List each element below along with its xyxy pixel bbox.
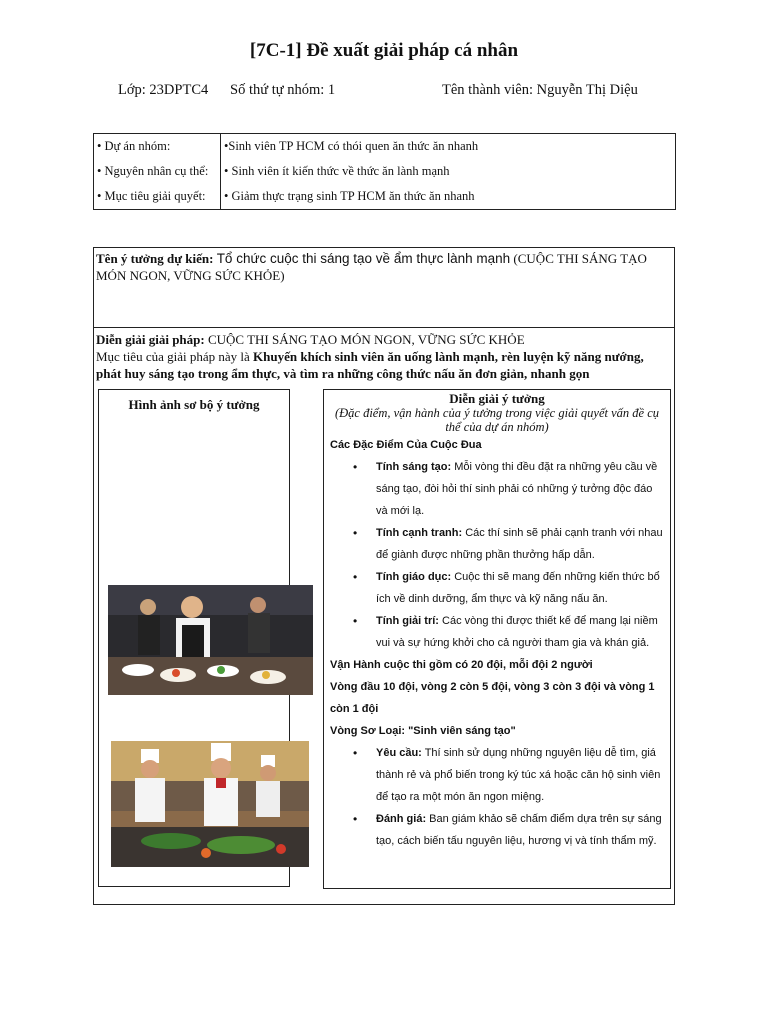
explain-section [96, 331, 672, 382]
info-value: •Sinh viên TP HCM có thói quen ăn thức ăn nhanh [221, 134, 676, 160]
features-list [330, 456, 664, 654]
explanation-column [323, 389, 671, 889]
explain-label: Diễn giải giải pháp: [96, 332, 205, 347]
goal-text: Khuyến khích sinh viên ăn uống lành mạnh, rèn luyện kỹ năng nướng, phát huy sáng tạo trong ẩm thực, và tìm ra những công thức nấu ăn đơn giản, nhanh gọn [96, 349, 644, 381]
table-row [94, 159, 676, 184]
info-key: • Nguyên nhân cụ thể: [94, 159, 221, 184]
photo-chef-plating [108, 585, 313, 695]
explain-name: CUỘC THI SÁNG TẠO MÓN NGON, VỮNG SỨC KHỎE [204, 332, 525, 347]
image-column [98, 389, 290, 887]
info-key: • Dự án nhóm: [94, 134, 221, 160]
list-item: • Tính giải trí: Các vòng thi được thiết kế để mang lại niềm vui và sự hứng khởi cho cả người tham gia và khán giả. [376, 610, 664, 654]
page-title: [7C-1] Đề xuất giải pháp cá nhân [249, 40, 519, 61]
solution-box [93, 247, 675, 905]
list-item: • Tính giáo dục: Cuộc thi sẽ mang đến những kiến thức bổ ích về dinh dưỡng, ẩm thực và kỹ năng nấu ăn. [376, 566, 664, 610]
photo-chefs-cooking [111, 741, 309, 867]
info-value: • Giảm thực trạng sinh TP HCM ăn thức ăn nhanh [221, 184, 676, 210]
image-column-heading: Hình ảnh sơ bộ ý tưởng [128, 397, 260, 412]
list-item: • Tính sáng tạo: Mỗi vòng thi đều đặt ra những yêu cầu về sáng tạo, đòi hỏi thí sinh phải có những ý tưởng độc đáo và mới lạ. [376, 456, 664, 522]
list-item: • Tính cạnh tranh: Các thí sinh sẽ phải cạnh tranh với nhau để giành được những phần thưởng hấp dẫn. [376, 522, 664, 566]
list-item: • Đánh giá: Ban giám khảo sẽ chấm điểm dựa trên sự sáng tạo, cách biến tấu nguyên liệu, hương vị và tính thẩm mỹ. [376, 808, 664, 852]
table-row [94, 184, 676, 210]
round-list [330, 742, 664, 852]
group-label: Số thứ tự nhóm: 1 [230, 82, 336, 98]
info-value: • Sinh viên ít kiến thức về thức ăn lành mạnh [221, 159, 676, 184]
operation-line: Vận Hành cuộc thi gồm có 20 đội, mỗi đội 2 người [330, 659, 593, 671]
project-info-table [93, 133, 676, 210]
explanation-heading: Diễn giải ý tưởng [449, 391, 545, 406]
round-title: Vòng Sơ Loại: "Sinh viên sáng tạo" [330, 725, 516, 737]
idea-section [96, 250, 670, 284]
class-label: Lớp: 23DPTC4 [118, 82, 209, 98]
features-title: Các Đặc Điểm Của Cuộc Đua [330, 439, 482, 451]
explanation-subheading: (Đặc điểm, vận hành của ý tưởng trong việc giải quyết vấn đề cụ thể của dự án nhóm) [334, 406, 660, 434]
member-label: Tên thành viên: Nguyễn Thị Diệu [442, 82, 638, 98]
operation-line: Vòng đầu 10 đội, vòng 2 còn 5 đội, vòng 3 còn 3 đội và vòng 1 còn 1 đội [330, 681, 655, 715]
divider [94, 327, 674, 328]
explanation-content [324, 434, 670, 852]
idea-text: Tổ chức cuộc thi sáng tạo về ẩm thực lành mạnh [216, 251, 511, 266]
list-item: • Yêu cầu: Thí sinh sử dụng những nguyên liệu dễ tìm, giá thành rẻ và phổ biến trong ký túc xá hoặc căn hộ sinh viên để tạo ra một món ăn ngon miệng. [376, 742, 664, 808]
idea-label: Tên ý tưởng dự kiến: [96, 251, 214, 266]
goal-prefix: Mục tiêu của giải pháp này là [96, 349, 254, 364]
table-row [94, 134, 676, 160]
info-key: • Mục tiêu giải quyết: [94, 184, 221, 210]
idea-text-paren: (CUỘC THI SÁNG TẠO MÓN NGON, VỮNG SỨC KHỎE) [96, 251, 647, 283]
